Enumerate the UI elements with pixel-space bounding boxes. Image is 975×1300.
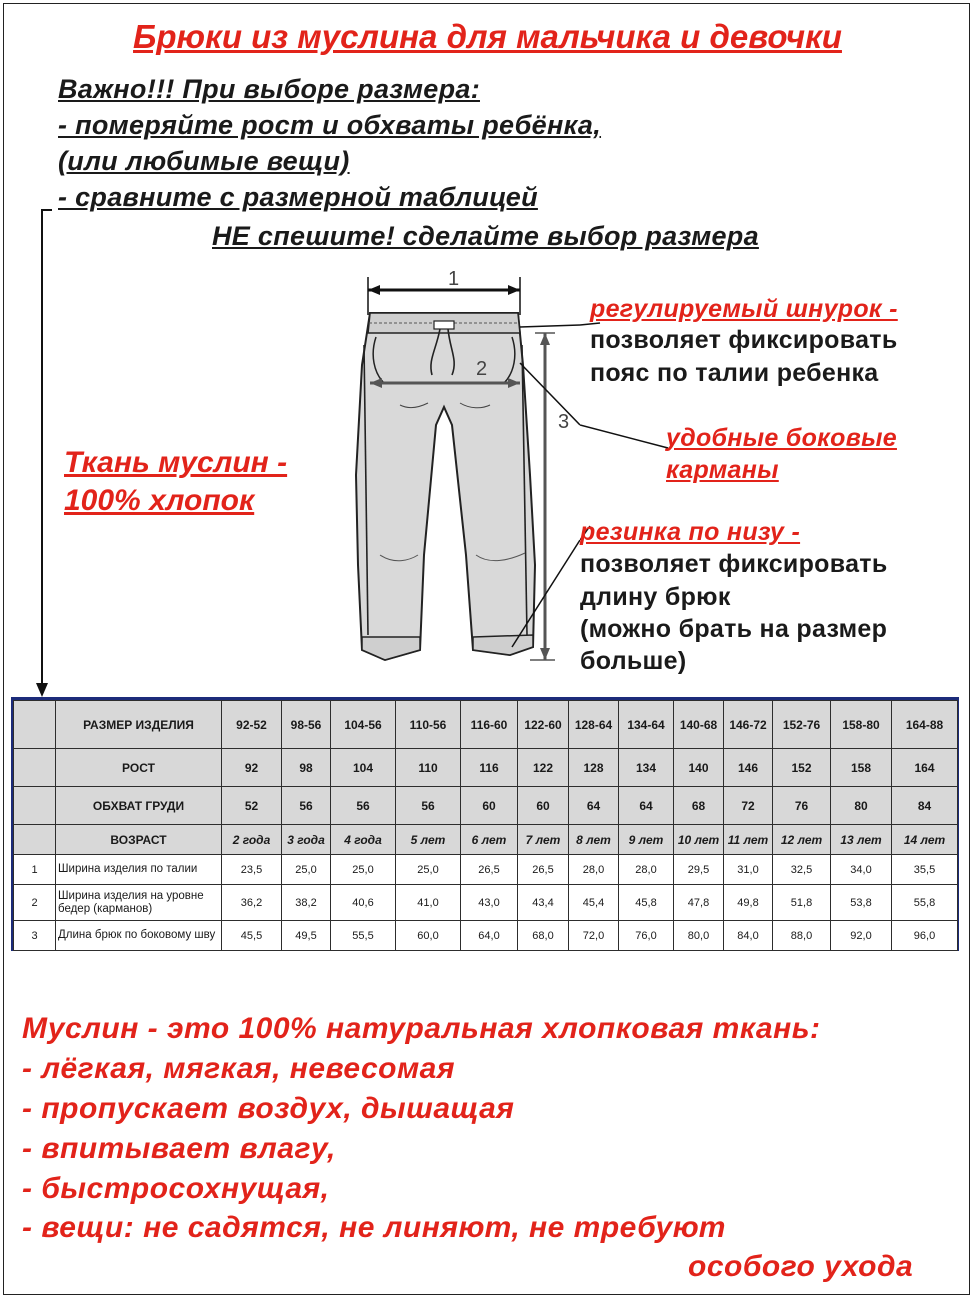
pockets-line-2: карманы	[666, 456, 779, 484]
table-cell: 128-64	[569, 701, 619, 749]
table-cell: 35,5	[892, 855, 958, 885]
table-header-row	[14, 701, 958, 749]
dimension-label-3: 3	[558, 411, 570, 433]
table-cell: 140-68	[674, 701, 724, 749]
table-cell: 11 лет	[724, 825, 773, 855]
table-corner-cell	[14, 787, 56, 825]
table-corner-cell	[14, 749, 56, 787]
table-cell: 68,0	[518, 921, 569, 951]
footer-heading: Муслин - это 100% натуральная хлопковая ткань:	[22, 1012, 821, 1045]
table-cell: 128	[569, 749, 619, 787]
table-cell: 28,0	[569, 855, 619, 885]
table-corner-cell	[14, 825, 56, 855]
table-cell: 28,0	[619, 855, 674, 885]
table-cell: 6 лет	[461, 825, 518, 855]
elastic-line-3: (можно брать на размер	[580, 615, 888, 643]
table-row-label: Длина брюк по боковому шву	[56, 921, 222, 951]
table-cell: 31,0	[724, 855, 773, 885]
table-cell: 56	[331, 787, 396, 825]
footer-bullet-5: - вещи: не садятся, не линяют, не требуют	[22, 1211, 726, 1244]
table-cell: 40,6	[331, 885, 396, 921]
table-row-label: ОБХВАТ ГРУДИ	[56, 787, 222, 825]
table-cell: 3 года	[282, 825, 331, 855]
table-cell: 43,4	[518, 885, 569, 921]
table-cell: 92-52	[222, 701, 282, 749]
table-row	[14, 855, 958, 885]
table-cell: 8 лет	[569, 825, 619, 855]
table-cell: 9 лет	[619, 825, 674, 855]
table-cell: 64	[619, 787, 674, 825]
important-line-5: НЕ спешите! сделайте выбор размера	[212, 221, 759, 251]
table-cell: 140	[674, 749, 724, 787]
drawstring-line-2: пояс по талии ребенка	[590, 359, 879, 387]
dimension-label-1: 1	[448, 268, 460, 290]
table-cell: 23,5	[222, 855, 282, 885]
table-row-number: 2	[14, 885, 56, 921]
table-cell: 116	[461, 749, 518, 787]
table-cell: 36,2	[222, 885, 282, 921]
elastic-title: резинка по низу -	[580, 518, 801, 546]
table-cell: 92	[222, 749, 282, 787]
footer-bullet-1: - лёгкая, мягкая, невесомая	[22, 1052, 456, 1085]
table-row	[14, 921, 958, 951]
table-cell: 29,5	[674, 855, 724, 885]
table-cell: 55,8	[892, 885, 958, 921]
table-cell: 45,8	[619, 885, 674, 921]
table-cell: 60	[461, 787, 518, 825]
elastic-line-4: больше)	[580, 647, 687, 675]
table-corner-cell	[14, 701, 56, 749]
table-cell: 158-80	[831, 701, 892, 749]
table-cell: 4 года	[331, 825, 396, 855]
footer-bullet-2: - пропускает воздух, дышащая	[22, 1092, 515, 1125]
table-cell: 110	[396, 749, 461, 787]
table-header-row	[14, 749, 958, 787]
fabric-line-1: Ткань муслин -	[64, 446, 288, 479]
table-cell: 134	[619, 749, 674, 787]
table-cell: 92,0	[831, 921, 892, 951]
table-cell: 98-56	[282, 701, 331, 749]
size-table	[13, 700, 958, 951]
table-cell: 34,0	[831, 855, 892, 885]
pockets-line-1: удобные боковые	[666, 424, 897, 452]
table-cell: 2 года	[222, 825, 282, 855]
table-cell: 134-64	[619, 701, 674, 749]
table-cell: 96,0	[892, 921, 958, 951]
important-line-4: - сравните с размерной таблицей	[58, 182, 538, 212]
table-cell: 12 лет	[773, 825, 831, 855]
table-header-row	[14, 787, 958, 825]
table-cell: 51,8	[773, 885, 831, 921]
table-cell: 164	[892, 749, 958, 787]
elastic-line-2: длину брюк	[580, 583, 731, 611]
table-cell: 146	[724, 749, 773, 787]
important-line-3: (или любимые вещи)	[58, 146, 350, 176]
table-cell: 64	[569, 787, 619, 825]
table-cell: 164-88	[892, 701, 958, 749]
table-cell: 152-76	[773, 701, 831, 749]
table-cell: 38,2	[282, 885, 331, 921]
table-cell: 45,5	[222, 921, 282, 951]
table-cell: 60,0	[396, 921, 461, 951]
table-row-number: 1	[14, 855, 56, 885]
table-cell: 5 лет	[396, 825, 461, 855]
table-cell: 43,0	[461, 885, 518, 921]
footer-bullet-3: - впитывает влагу,	[22, 1132, 336, 1165]
page-title: Брюки из муслина для мальчика и девочки	[133, 18, 842, 55]
table-cell: 84,0	[724, 921, 773, 951]
table-row-label: Ширина изделия по талии	[56, 855, 222, 885]
table-cell: 76,0	[619, 921, 674, 951]
table-cell: 88,0	[773, 921, 831, 951]
table-cell: 158	[831, 749, 892, 787]
footer-bullet-4: - быстросохнущая,	[22, 1172, 330, 1205]
table-cell: 72,0	[569, 921, 619, 951]
table-row-number: 3	[14, 921, 56, 951]
table-cell: 32,5	[773, 855, 831, 885]
table-row-label: Ширина изделия на уровне бедер (карманов)	[56, 885, 222, 921]
table-cell: 56	[396, 787, 461, 825]
table-cell: 45,4	[569, 885, 619, 921]
dimension-label-2: 2	[476, 358, 488, 380]
table-cell: 55,5	[331, 921, 396, 951]
table-cell: 122-60	[518, 701, 569, 749]
table-cell: 72	[724, 787, 773, 825]
table-cell: 26,5	[518, 855, 569, 885]
connector-arrow	[30, 205, 60, 700]
fabric-line-2: 100% хлопок	[64, 484, 255, 517]
table-header-row	[14, 825, 958, 855]
footer-tail: особого ухода	[688, 1250, 914, 1283]
table-cell: 146-72	[724, 701, 773, 749]
table-cell: 41,0	[396, 885, 461, 921]
table-cell: 13 лет	[831, 825, 892, 855]
table-cell: 60	[518, 787, 569, 825]
table-cell: 10 лет	[674, 825, 724, 855]
table-cell: 84	[892, 787, 958, 825]
table-cell: 49,8	[724, 885, 773, 921]
table-cell: 25,0	[396, 855, 461, 885]
table-cell: 7 лет	[518, 825, 569, 855]
pants-diagram	[340, 255, 580, 670]
pants-body	[356, 313, 535, 660]
table-row	[14, 885, 958, 921]
important-line-1: Важно!!! При выборе размера:	[58, 74, 480, 104]
table-cell: 52	[222, 787, 282, 825]
table-cell: 26,5	[461, 855, 518, 885]
table-cell: 76	[773, 787, 831, 825]
drawstring-title: регулируемый шнурок -	[590, 295, 898, 323]
table-cell: 152	[773, 749, 831, 787]
table-cell: 80	[831, 787, 892, 825]
table-cell: 49,5	[282, 921, 331, 951]
table-cell: 47,8	[674, 885, 724, 921]
table-cell: 98	[282, 749, 331, 787]
table-cell: 53,8	[831, 885, 892, 921]
table-cell: 25,0	[331, 855, 396, 885]
table-row-label: ВОЗРАСТ	[56, 825, 222, 855]
table-row-label: РАЗМЕР ИЗДЕЛИЯ	[56, 701, 222, 749]
drawstring-line-1: позволяет фиксировать	[590, 326, 898, 354]
table-row-label: РОСТ	[56, 749, 222, 787]
table-cell: 80,0	[674, 921, 724, 951]
elastic-line-1: позволяет фиксировать	[580, 550, 888, 578]
table-cell: 116-60	[461, 701, 518, 749]
table-cell: 64,0	[461, 921, 518, 951]
important-line-2: - померяйте рост и обхваты ребёнка,	[58, 110, 602, 140]
table-cell: 68	[674, 787, 724, 825]
size-table-wrapper	[11, 697, 959, 951]
table-cell: 110-56	[396, 701, 461, 749]
table-cell: 56	[282, 787, 331, 825]
table-cell: 122	[518, 749, 569, 787]
table-cell: 14 лет	[892, 825, 958, 855]
table-cell: 104	[331, 749, 396, 787]
table-cell: 25,0	[282, 855, 331, 885]
table-cell: 104-56	[331, 701, 396, 749]
